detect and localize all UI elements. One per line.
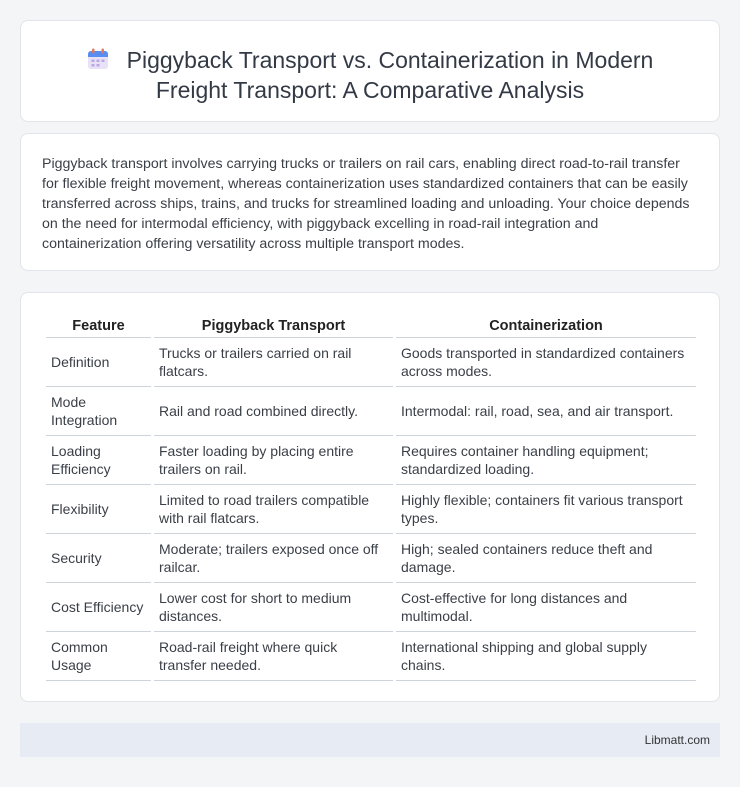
feature-cell: Definition	[46, 338, 151, 387]
piggyback-cell: Road-rail freight where quick transfer needed.	[154, 632, 393, 681]
piggyback-cell: Limited to road trailers compatible with rail flatcars.	[154, 485, 393, 534]
containerization-cell: High; sealed containers reduce theft and damage.	[396, 534, 696, 583]
table-row	[46, 534, 696, 583]
table-row	[46, 632, 696, 681]
footer-brand-link[interactable]: Libmatt.com	[644, 733, 710, 747]
table-row	[46, 583, 696, 632]
feature-cell: Cost Efficiency	[46, 583, 151, 632]
feature-cell: Flexibility	[46, 485, 151, 534]
comparison-card	[20, 292, 720, 702]
piggyback-cell: Faster loading by placing entire trailers on rail.	[154, 436, 393, 485]
table-row	[46, 387, 696, 436]
piggyback-cell: Rail and road combined directly.	[154, 387, 393, 436]
containerization-cell: Highly flexible; containers fit various transport types.	[396, 485, 696, 534]
title-line-1: Piggyback Transport vs. Containerization in Modern	[126, 47, 654, 73]
feature-cell: Loading Efficiency	[46, 436, 151, 485]
containerization-cell: Goods transported in standardized containers across modes.	[396, 338, 696, 387]
footer-bar	[20, 723, 720, 757]
table-row	[46, 338, 696, 387]
containerization-cell: Cost-effective for long distances and multimodal.	[396, 583, 696, 632]
table-row	[46, 436, 696, 485]
title-line-2: Freight Transport: A Comparative Analysis	[155, 77, 585, 103]
intro-card	[20, 133, 720, 271]
feature-cell: Security	[46, 534, 151, 583]
header-piggyback: Piggyback Transport	[154, 316, 393, 338]
containerization-cell: Requires container handling equipment; standardized loading.	[396, 436, 696, 485]
page-title	[21, 45, 719, 105]
table-header-row	[46, 316, 696, 338]
table-row	[46, 485, 696, 534]
feature-cell: Mode Integration	[46, 387, 151, 436]
comparison-table	[43, 316, 699, 681]
calendar-icon	[87, 48, 109, 70]
title-card	[20, 20, 720, 122]
header-feature: Feature	[46, 316, 151, 338]
feature-cell: Common Usage	[46, 632, 151, 681]
containerization-cell: International shipping and global supply chains.	[396, 632, 696, 681]
piggyback-cell: Moderate; trailers exposed once off railcar.	[154, 534, 393, 583]
containerization-cell: Intermodal: rail, road, sea, and air transport.	[396, 387, 696, 436]
piggyback-cell: Trucks or trailers carried on rail flatcars.	[154, 338, 393, 387]
piggyback-cell: Lower cost for short to medium distances.	[154, 583, 393, 632]
header-containerization: Containerization	[396, 316, 696, 338]
intro-paragraph: Piggyback transport involves carrying trucks or trailers on rail cars, enabling direct road-to-rail transfer for flexible freight movement, whereas containerization uses standardized containers that can be easily transferred across ships, trains, and trucks for streamlined loading and unloading. Your choice depends on the need for intermodal efficiency, with piggyback excelling in road-rail integration and containerization offering versatility across multiple transport modes.	[42, 156, 690, 252]
